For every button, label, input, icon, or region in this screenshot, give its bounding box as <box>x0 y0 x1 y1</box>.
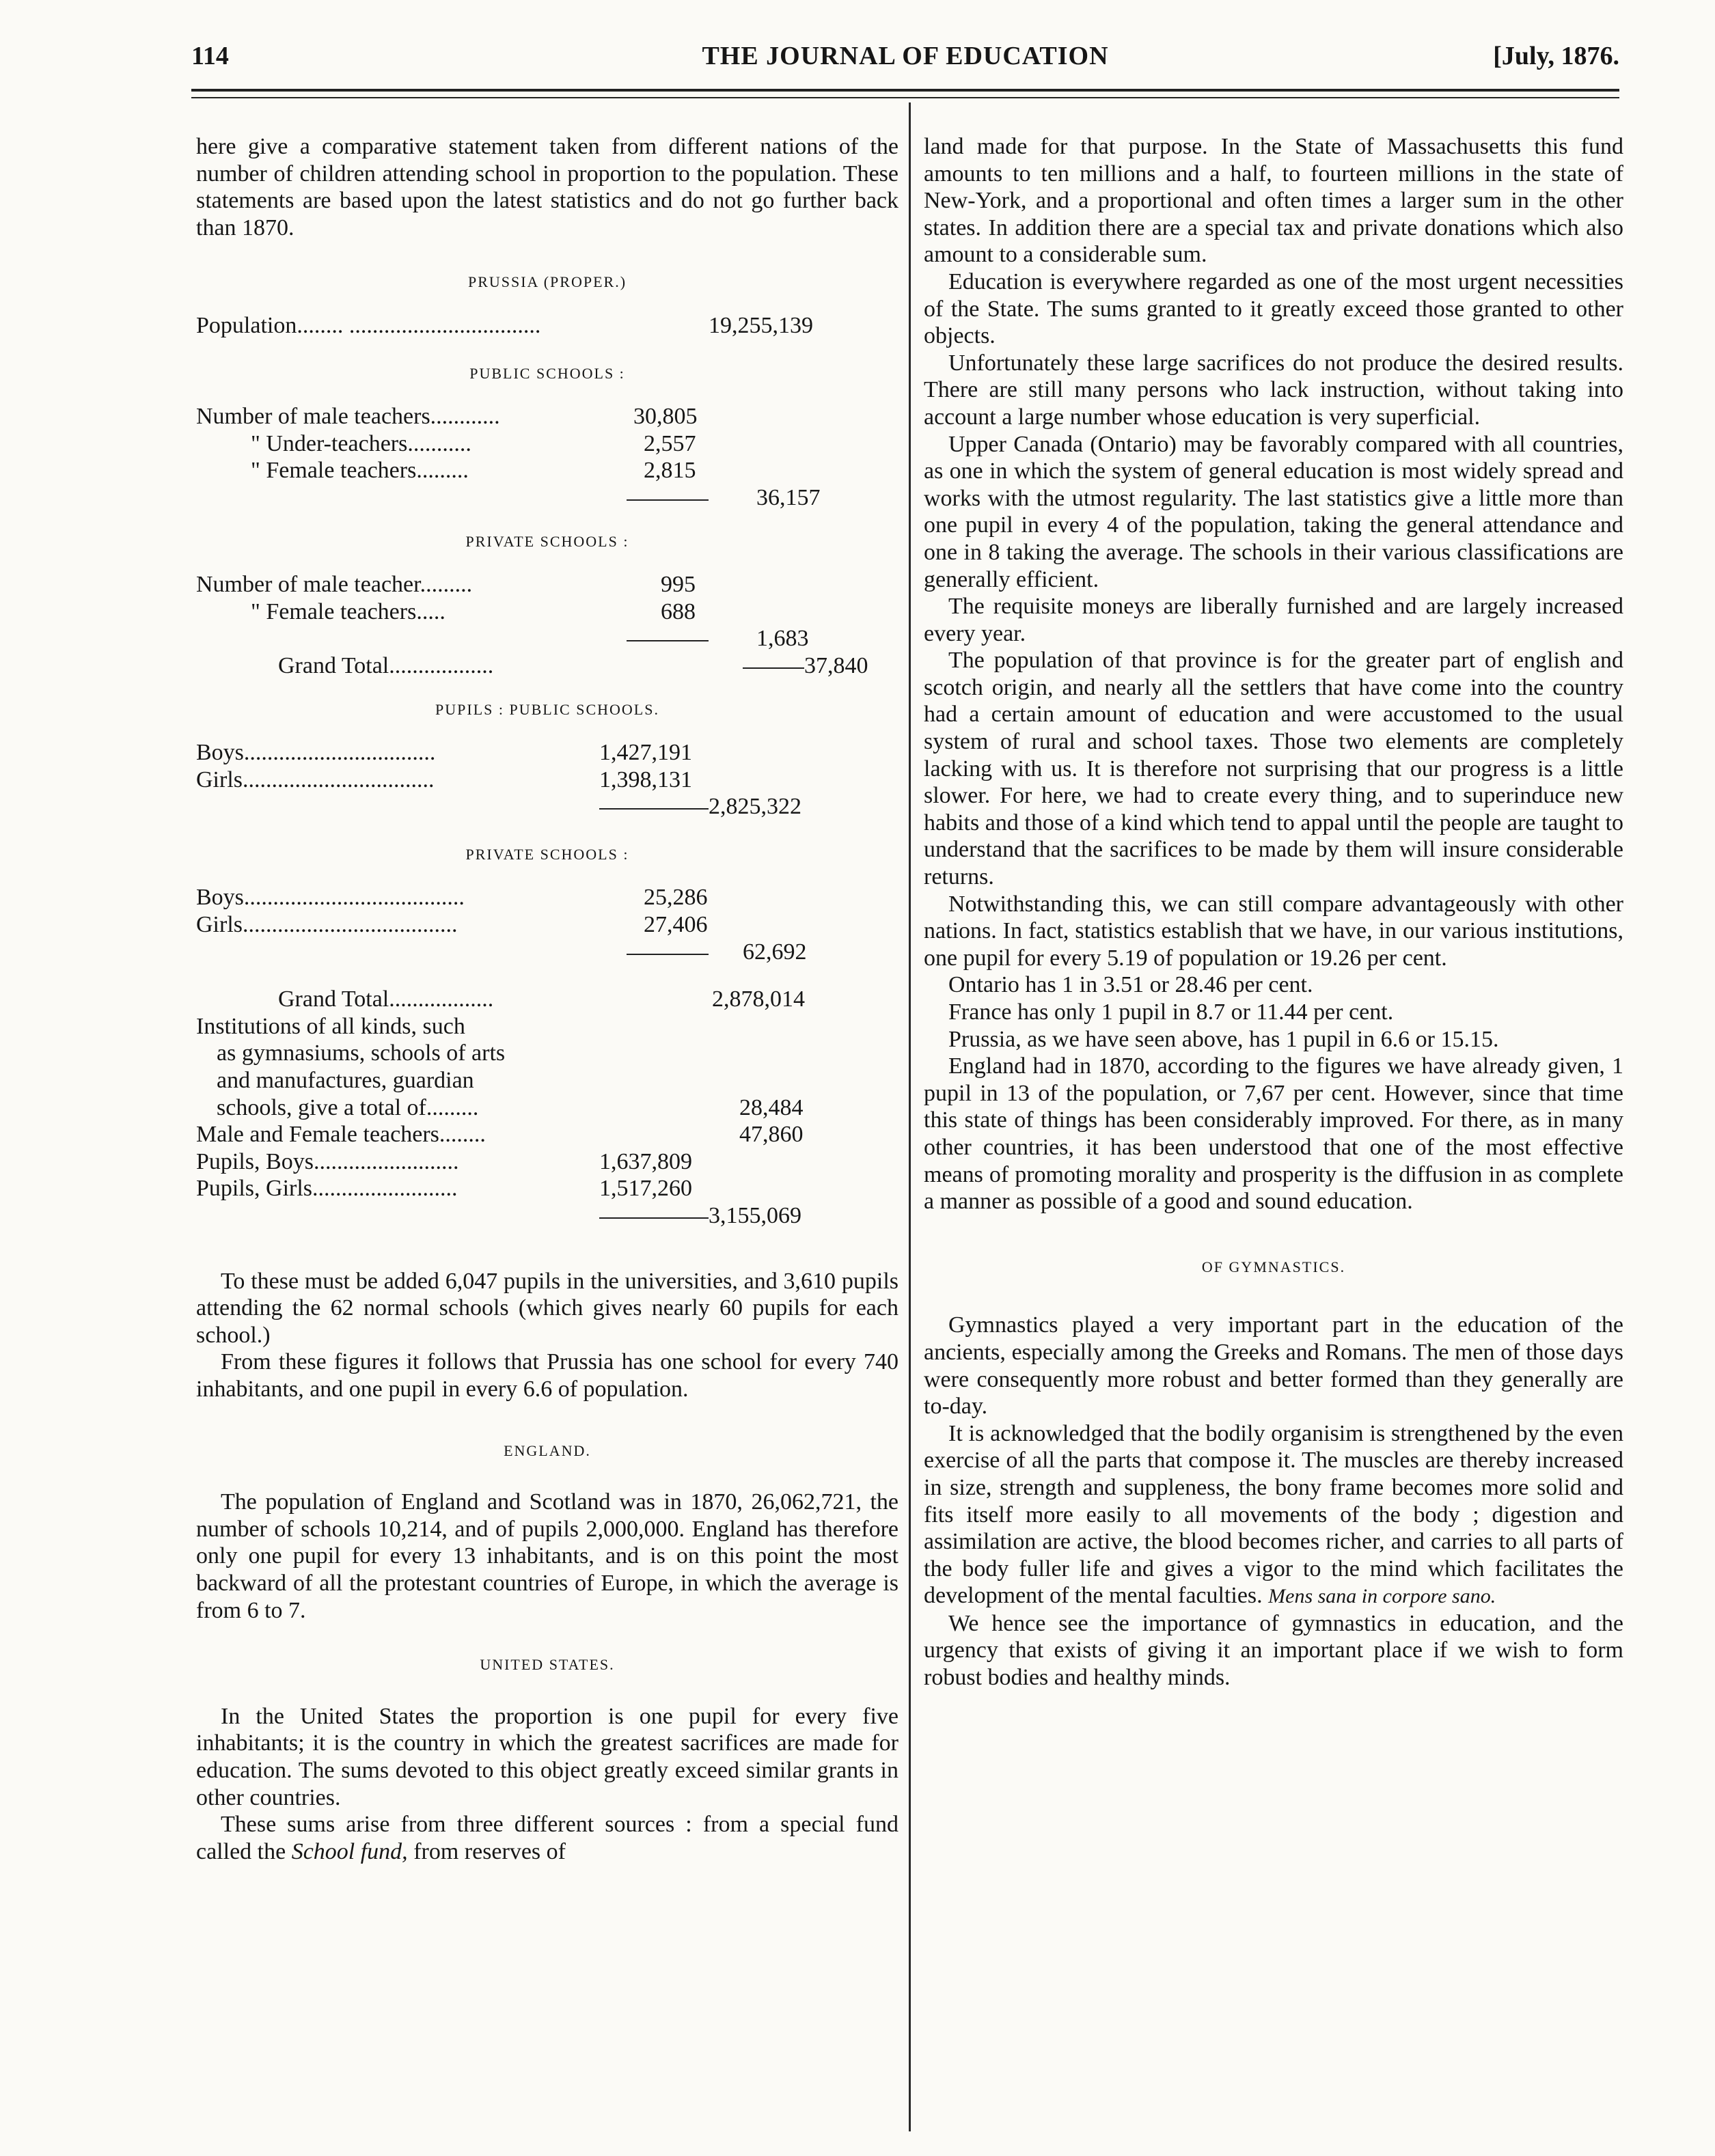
mens-sana-quote: Mens sana in corpore sano. <box>1268 1585 1496 1608</box>
bodily-organism-text: It is acknowledged that the bodily organisim is strengthened by the even exercise of all the parts that compose it. The muscles are thereby increased in size, strength and suppleness, the bony frame becomes more solid and fits itself more easily to all movements of the body ; digestion and assimilation are active, the blood becomes richer, and carries to all parts of the body fuller life and gives a vigor to the mind which facilitates the development of the mental faculties. <box>924 1420 1623 1609</box>
public-label: " Female teachers......... <box>251 458 469 484</box>
population-row <box>196 312 898 340</box>
sum-rule <box>599 1217 709 1219</box>
institutions-text: Institutions of all kinds, such <box>196 1013 465 1039</box>
pupils-boys-label: Pupils, Boys......................... <box>196 1148 459 1174</box>
prussia-line: Prussia, as we have seen above, has 1 pupil in 6.6 or 15.15. <box>948 1026 1499 1052</box>
gymnastics-ancients-paragraph: Gymnastics played a very important part in the education of the ancients, especially among the Greeks and Romans. The men of those days were consequently more robust and better formed than they generally are to-day. <box>924 1312 1623 1420</box>
school-fund-term: School fund, <box>291 1838 408 1864</box>
header-rule-thick <box>191 89 1619 92</box>
notwithstanding-paragraph: Notwithstanding this, we can still compare advantageously with other nations. In fact, statistics establish that we have, in our various institutions, one pupil for every 5.19 of population or 19.26 per cent. <box>924 891 1623 971</box>
private-pupils-total-row <box>196 939 898 966</box>
bodily-organism-paragraph <box>924 1420 1623 1610</box>
private-total-row <box>196 625 898 652</box>
private-pupils-row-2 <box>196 911 898 939</box>
england-paragraph: The population of England and Scotland was in 1870, 26,062,721, the number of schools 10,214, and of pupils 2,000,000. England has therefore only one pupil for every 13 inhabitants, and is on this point the most backward of all the protestant countries of Europe, in which the average is from 6 to 7. <box>196 1489 898 1623</box>
institutions-text: and manufactures, guardian <box>217 1068 474 1094</box>
population-label: Population........ ................................. <box>196 312 541 338</box>
private-pupils-total: 62,692 <box>743 939 807 965</box>
sum-rule <box>627 954 709 955</box>
header-rule-thin <box>191 97 1619 98</box>
upper-canada-paragraph: Upper Canada (Ontario) may be favorably compared with all countries, as one in which the system of general education is most widely spread and works with the utmost regularity. The last statistics give a little more than one pupil in every 4 of the population, taking the general attendance and one in 8 taking the average. The schools in their various classifications are generally efficient. <box>924 431 1623 592</box>
england-heading: ENGLAND. <box>504 1441 591 1459</box>
sum-rule <box>627 499 709 501</box>
public-schools-heading: PUBLIC SCHOOLS : <box>469 364 625 382</box>
institutions-text: as gymnasiums, schools of arts <box>217 1040 506 1066</box>
private-label: Number of male teacher......... <box>196 572 473 598</box>
pupils-total-row <box>196 793 898 820</box>
grand-total-value: 37,840 <box>804 652 868 678</box>
gymnastics-heading: OF GYMNASTICS. <box>1201 1258 1346 1275</box>
public-total: 36,157 <box>756 484 821 510</box>
public-label: " Under-teachers........... <box>251 430 471 456</box>
intro-paragraph: here give a comparative statement taken from different nations of the number of children attending school in proportion to the population. These statements are based upon the latest statistics and do not go further back than 1870. <box>196 134 898 240</box>
france-line: France has only 1 pupil in 8.7 or 11.44 per cent. <box>948 999 1394 1025</box>
private-row-1 <box>196 571 898 598</box>
institutions-total-row <box>196 1094 898 1122</box>
column-divider <box>909 102 911 2131</box>
pupils-boys-row <box>196 1148 898 1176</box>
public-row-3 <box>196 457 898 484</box>
england-comparison-paragraph: England had in 1870, according to the figures we have already given, 1 pupil in 13 of the population, or 7,67 per cent. However, since that time this state of things has been considerably improved. For there, as in many other countries, it has been understood that one of the most effective means of promoting morality and prosperity is the diffusion in as complete a manner as possible of a good and sound education. <box>924 1053 1623 1215</box>
public-row-1 <box>196 403 898 430</box>
united-states-heading: UNITED STATES. <box>480 1656 615 1674</box>
public-value: 2,557 <box>644 430 696 456</box>
left-column <box>196 133 898 1865</box>
private-value: 688 <box>661 598 696 624</box>
grand-total-row <box>196 652 898 680</box>
private-label: " Female teachers..... <box>251 598 445 624</box>
population-value: 19,255,139 <box>709 312 813 338</box>
prussia-summary-paragraph: From these figures it follows that Prussia has one school for every 740 inhabitants, and one pupil in every 6.6 of population. <box>196 1349 898 1402</box>
education-necessity-paragraph: Education is everywhere regarded as one of the most urgent necessities of the State. The sums granted to it greatly exceed those granted to other objects. <box>924 268 1623 349</box>
private-pupils-label: Boys...................................... <box>196 885 465 911</box>
grand-total-label: Grand Total.................. <box>278 652 494 678</box>
sources-paragraph <box>196 1811 898 1865</box>
page-number: 114 <box>191 42 229 70</box>
pupils-label: Girls................................. <box>196 766 435 792</box>
journal-title: THE JOURNAL OF EDUCATION <box>702 42 1109 70</box>
institutions-label: schools, give a total of......... <box>217 1094 479 1120</box>
public-value: 30,805 <box>633 404 698 430</box>
teachers-value: 47,860 <box>739 1122 804 1148</box>
grand-total2-value: 2,878,014 <box>712 986 805 1012</box>
pupils-girls-label: Pupils, Girls......................... <box>196 1176 458 1202</box>
moneys-paragraph: The requisite moneys are liberally furnished and are largely increased every year. <box>924 594 1623 646</box>
pupils-value: 1,427,191 <box>599 740 692 766</box>
pupils-girls-value: 1,517,260 <box>599 1176 692 1202</box>
teachers-label: Male and Female teachers........ <box>196 1122 486 1148</box>
prussia-heading: PRUSSIA (PROPER.) <box>467 273 627 291</box>
pupils-value: 1,398,131 <box>599 766 692 792</box>
pupils-total: 2,825,322 <box>709 794 801 820</box>
institutions-value: 28,484 <box>739 1094 804 1120</box>
public-total-row <box>196 484 898 512</box>
private-total: 1,683 <box>756 626 809 652</box>
grand-total2-row <box>196 986 898 1013</box>
institutions-line-3 <box>196 1067 898 1094</box>
pupils-sum-row <box>196 1202 898 1230</box>
public-row-2 <box>196 430 898 458</box>
private-pupils-row-1 <box>196 884 898 911</box>
institutions-line-2 <box>196 1040 898 1067</box>
universities-paragraph: To these must be added 6,047 pupils in the universities, and 3,610 pupils attending the 62 normal schools (which gives nearly 60 pupils for each school.) <box>196 1268 898 1348</box>
sources-text: These sums arise from three different sources : from a special fund called the <box>196 1812 898 1864</box>
sources-text-end: from reserves of <box>407 1838 566 1864</box>
private-pupils-value: 27,406 <box>644 912 708 938</box>
teachers-row <box>196 1121 898 1148</box>
private-pupils-value: 25,286 <box>644 885 708 911</box>
page-header <box>191 41 1619 82</box>
ontario-line: Ontario has 1 in 3.51 or 28.46 per cent. <box>948 972 1313 998</box>
pupils-label: Boys................................. <box>196 740 436 766</box>
public-label: Number of male teachers............ <box>196 404 500 430</box>
pupils-row-2 <box>196 766 898 794</box>
pupils-sum: 3,155,069 <box>709 1203 801 1228</box>
united-states-paragraph: In the United States the proportion is one pupil for every five inhabitants; it is the country in which the greatest sacrifices are made for education. The sums devoted to this object greatly exceed similar grants in other countries. <box>196 1703 898 1810</box>
fund-paragraph: land made for that purpose. In the State of Massachusetts this fund amounts to ten millions and a half, to fourteen millions in the state of New-York, and a proportional and often times a larger sum in the other states. In addition there are a special tax and private donations which also amount to a considerable sum. <box>924 134 1623 268</box>
pupils-girls-row <box>196 1175 898 1202</box>
private-pupils-label: Girls..................................... <box>196 912 458 938</box>
sum-rule <box>627 640 709 641</box>
private-schools-heading: PRIVATE SCHOOLS : <box>465 532 629 550</box>
unfortunately-paragraph: Unfortunately these large sacrifices do not produce the desired results. There are still many persons who lack instruction, without taking into account a large number whose education is very superficial. <box>924 350 1623 430</box>
public-value: 2,815 <box>644 458 696 484</box>
private-value: 995 <box>661 572 696 598</box>
sum-rule <box>599 808 709 810</box>
importance-paragraph: We hence see the importance of gymnastics in education, and the urgency that exists of giving it an important place if we wish to form robust bodies and healthy minds. <box>924 1610 1623 1691</box>
pupils-heading: PUPILS : PUBLIC SCHOOLS. <box>435 700 659 718</box>
population-origin-paragraph: The population of that province is for the greater part of english and scotch origin, and nearly all the settlers that have come into the country had a certain amount of education and were accustomed to the usual system of rural and school taxes. Those two elements are completely lacking with us. It is therefore not surprising that our progress is a little slower. For here, we had to create every thing, and to superinduce new habits and those of a kind which tend to appal until the people are taught to understand that the sacrifices to be made by them will insure considerable returns. <box>924 648 1623 890</box>
issue-date: [July, 1876. <box>1493 42 1619 70</box>
private-row-2 <box>196 598 898 626</box>
institutions-line-1 <box>196 1013 898 1040</box>
right-column <box>924 133 1623 1691</box>
sum-rule <box>743 667 804 669</box>
pupils-row-1 <box>196 739 898 766</box>
pupils-boys-value: 1,637,809 <box>599 1148 692 1174</box>
private-pupils-heading: PRIVATE SCHOOLS : <box>465 845 629 863</box>
grand-total2-label: Grand Total.................. <box>278 986 494 1012</box>
